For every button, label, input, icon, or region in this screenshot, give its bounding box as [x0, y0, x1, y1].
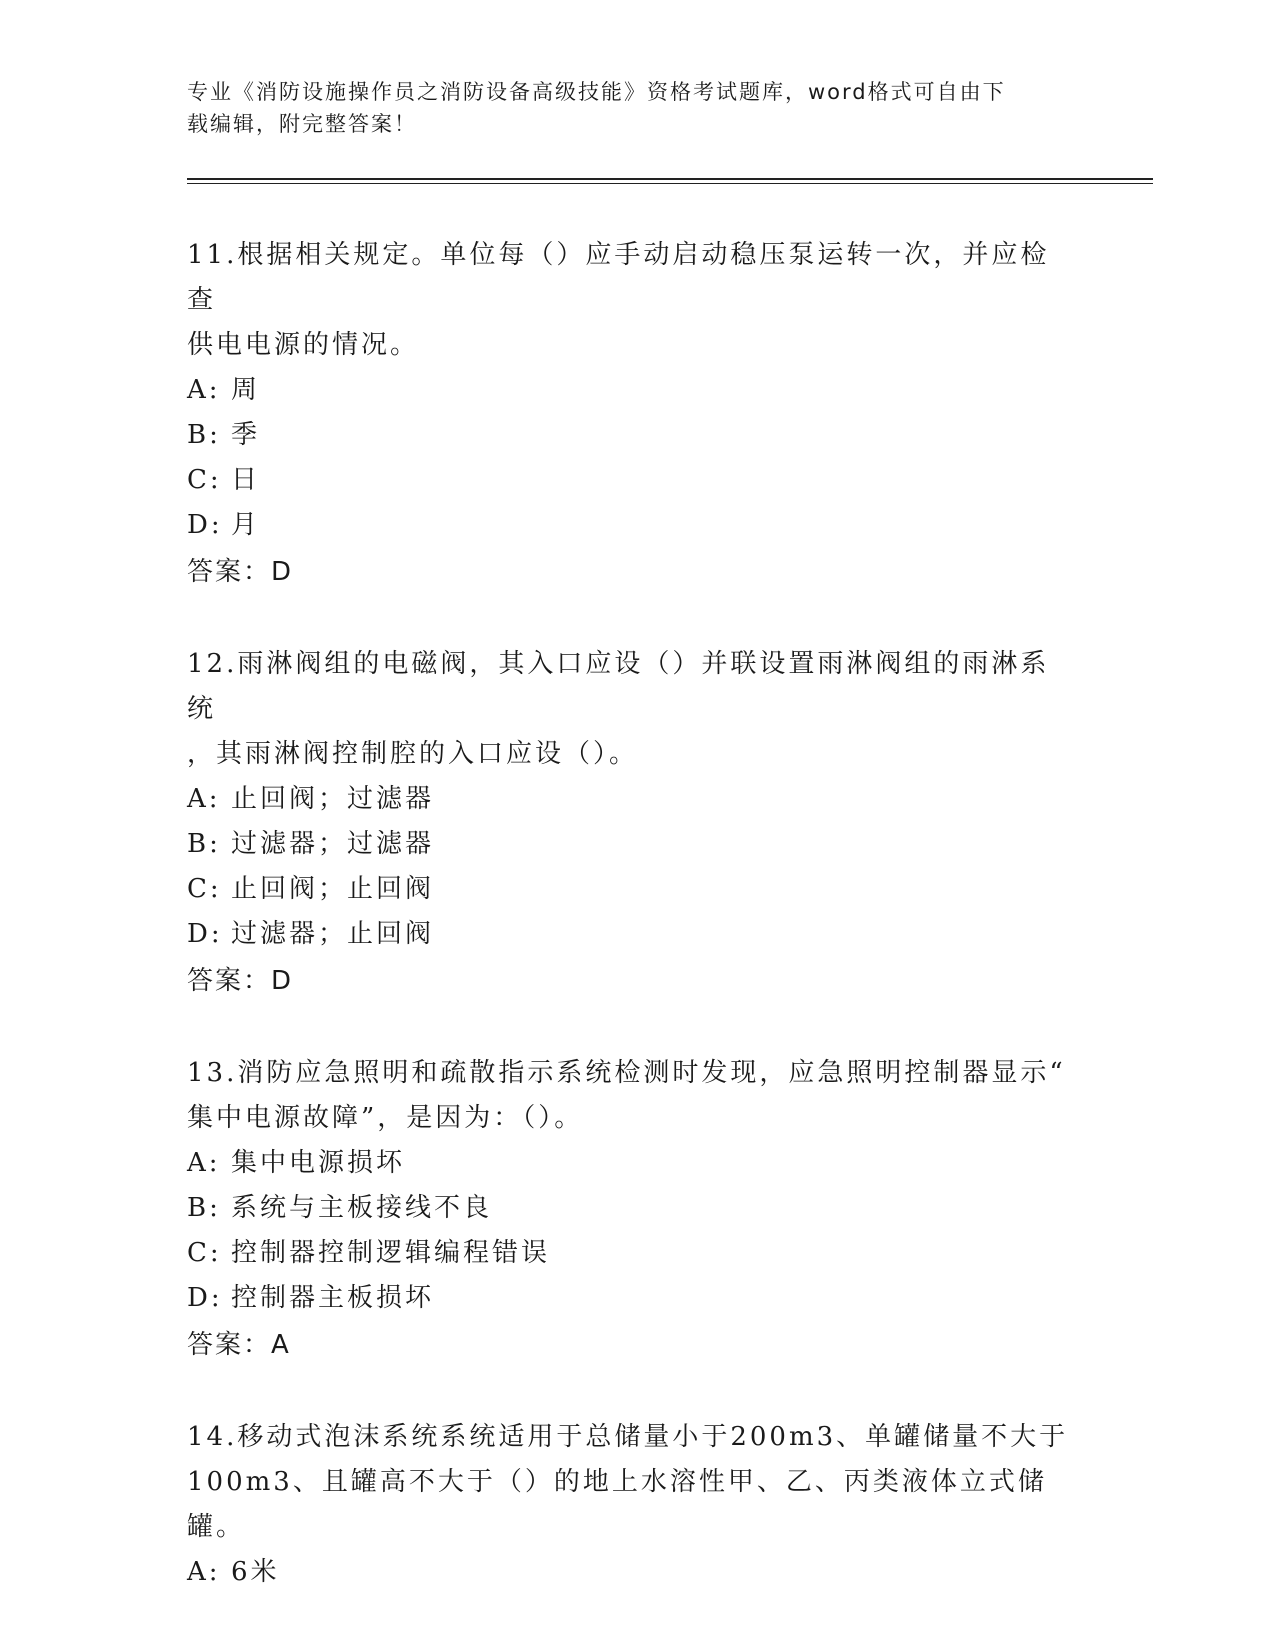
answer-line: 答案：D [187, 557, 294, 587]
question-13 [187, 1051, 1077, 1368]
question-stem [187, 1415, 1077, 1550]
question-stem-line-1: 12.雨淋阀组的电磁阀，其入口应设（）并联设置雨淋阀组的雨淋系统 [187, 649, 1050, 724]
option-text: 控制器主板损坏 [231, 1283, 435, 1313]
option-a [187, 1141, 1077, 1186]
option-letter: A: [187, 375, 221, 405]
option-c [187, 1231, 1077, 1276]
option-letter: A: [187, 1148, 221, 1178]
option-letter: D: [187, 1283, 223, 1313]
option-b [187, 822, 1077, 867]
header-line-2: 载编辑，附完整答案！ [187, 112, 417, 136]
option-b [187, 413, 1077, 458]
option-text: 集中电源损坏 [231, 1148, 406, 1178]
option-letter: D: [187, 919, 223, 949]
option-d [187, 912, 1077, 957]
option-letter: A: [187, 1557, 221, 1587]
question-stem-line-1: 11.根据相关规定。单位每（）应手动启动稳压泵运转一次，并应检查 [187, 240, 1050, 315]
option-letter: B: [187, 420, 221, 450]
option-letter: C: [187, 874, 222, 904]
option-text: 周 [231, 375, 261, 405]
option-letter: B: [187, 829, 221, 859]
question-stem-line-2: 供电电源的情况。 [187, 330, 420, 360]
option-letter: B: [187, 1193, 221, 1223]
question-stem-line-2: 100m3、且罐高不大于（）的地上水溶性甲、乙、丙类液体立式储罐。 [187, 1467, 1047, 1542]
question-stem [187, 1051, 1077, 1141]
header-divider-thin [187, 183, 1153, 184]
option-d [187, 1276, 1077, 1321]
question-stem-line-2: 集中电源故障”，是因为：（）。 [187, 1103, 584, 1133]
option-text: 过滤器；过滤器 [231, 829, 435, 859]
header-divider-thick [187, 178, 1153, 180]
option-a [187, 777, 1077, 822]
header-line-1: 专业《消防设施操作员之消防设备高级技能》资格考试题库，word格式可自由下 [187, 80, 1006, 104]
answer-line: 答案：D [187, 966, 294, 996]
option-text: 控制器控制逻辑编程错误 [231, 1238, 551, 1268]
question-stem-line-1: 13.消防应急照明和疏散指示系统检测时发现，应急照明控制器显示“ [187, 1058, 1066, 1088]
question-11 [187, 233, 1077, 595]
option-text: 季 [231, 420, 261, 450]
option-text: 系统与主板接线不良 [231, 1193, 493, 1223]
question-12 [187, 642, 1077, 1004]
option-text: 过滤器；止回阀 [231, 919, 435, 949]
option-c [187, 867, 1077, 912]
question-stem [187, 233, 1077, 368]
question-list [187, 233, 1077, 1642]
option-a [187, 368, 1077, 413]
option-b [187, 1186, 1077, 1231]
option-text: 止回阀；止回阀 [231, 874, 435, 904]
option-text: 月 [231, 510, 261, 540]
question-stem [187, 642, 1077, 777]
option-letter: C: [187, 1238, 222, 1268]
option-letter: A: [187, 784, 221, 814]
question-stem-line-1: 14.移动式泡沫系统系统适用于总储量小于200m3、单罐储量不大于 [187, 1422, 1069, 1452]
option-text: 日 [231, 465, 261, 495]
option-c [187, 458, 1077, 503]
option-text: 止回阀；过滤器 [231, 784, 435, 814]
document-header [187, 76, 1067, 140]
question-stem-line-2: ，其雨淋阀控制腔的入口应设（）。 [187, 739, 639, 769]
answer-line: 答案：A [187, 1330, 291, 1360]
option-d [187, 503, 1077, 548]
option-a [187, 1550, 1077, 1595]
option-letter: D: [187, 510, 223, 540]
option-letter: C: [187, 465, 222, 495]
option-text: 6米 [231, 1557, 280, 1587]
question-14 [187, 1415, 1077, 1595]
